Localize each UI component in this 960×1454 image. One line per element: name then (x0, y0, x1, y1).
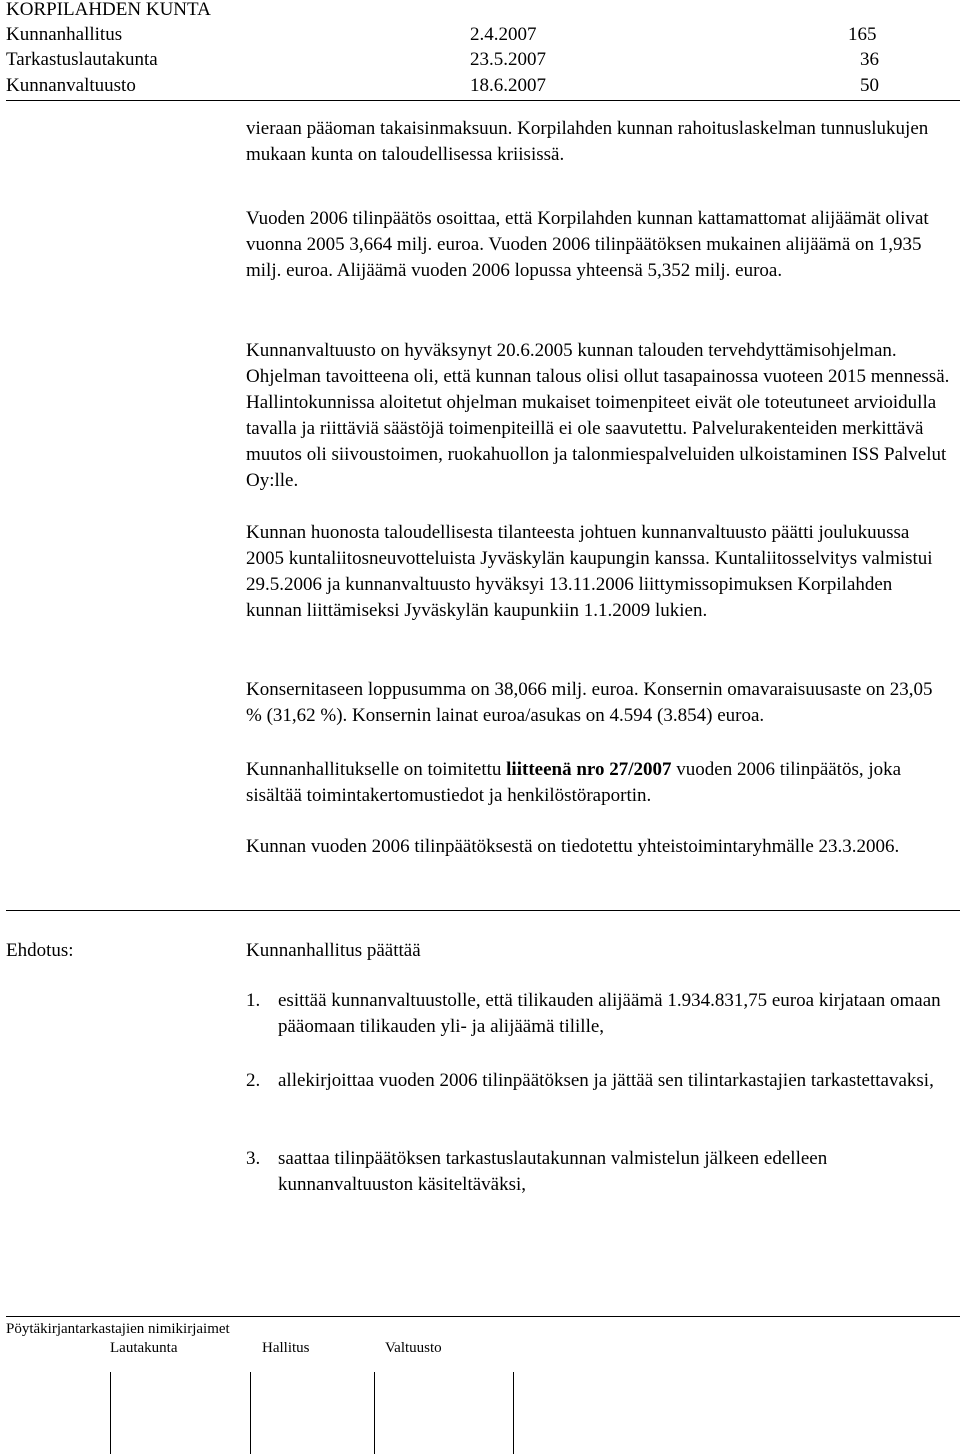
header-row-number: 36 (860, 49, 879, 70)
paragraph: Konsernitaseen loppusumma on 38,066 milj. euroa. Konsernin omavaraisuusaste on 23,05 % (31,62 %). Konsernin lainat euroa/asukas on 4.594 (3.854) euroa. (246, 679, 933, 726)
footer-column-label: Hallitus (262, 1340, 310, 1356)
proposal-item-text: esittää kunnanvaltuustolle, että tilikauden alijäämä 1.934.831,75 euroa kirjataan omaan pääomaan tilikauden yli- ja alijäämä tilille, (278, 990, 941, 1037)
section-divider (6, 910, 960, 911)
footer-divider (6, 1316, 960, 1317)
paragraph: Kunnan huonosta taloudellisesta tilanteesta johtuen kunnanvaltuusto päätti joulukuussa 2005 kuntaliitosneuvotteluista Jyväskylän kaupungin kanssa. Kuntaliitosselvitys valmistui 29.5.2006 ja kunnanvaltuusto hyväksyi 13.11.2006 liittymissopimuksen Korpilahden kunnan liittämiseksi Jyväskylän kaupunkiin 1.1.2009 lukien. (246, 522, 933, 621)
header-row-body: Kunnanvaltuusto (6, 75, 136, 96)
proposal-intro: Kunnanhallitus päättää (246, 940, 421, 961)
proposal-item-text: saattaa tilinpäätöksen tarkastuslautakunnan valmistelun jälkeen edelleen kunnanvaltuuston käsiteltäväksi, (278, 1148, 828, 1195)
header-row-body: Kunnanhallitus (6, 24, 123, 45)
attachment-reference: liitteenä nro 27/2007 (506, 759, 672, 780)
signature-box-divider (513, 1372, 514, 1454)
paragraph-text: Kunnanhallitukselle on toimitettu (246, 759, 507, 780)
org-name: KORPILAHDEN KUNTA (6, 0, 211, 20)
header-row-date: 2.4.2007 (470, 24, 537, 45)
header-divider (6, 100, 960, 101)
proposal-item-number: 1. (246, 990, 261, 1011)
footer-column-label: Valtuusto (385, 1340, 442, 1356)
footer-title: Pöytäkirjantarkastajien nimikirjaimet (6, 1321, 230, 1337)
header-row-number: 165 (848, 24, 877, 45)
signature-box-divider (374, 1372, 375, 1454)
footer-column-label: Lautakunta (110, 1340, 178, 1356)
signature-box-divider (250, 1372, 251, 1454)
paragraph-text: vuoden 2006 tilinpäätös, joka sisältää toimintakertomustiedot ja henkilöstöraportin. (246, 759, 902, 806)
signature-box-divider (110, 1372, 111, 1454)
header-row-date: 23.5.2007 (470, 49, 546, 70)
proposal-item-number: 3. (246, 1148, 261, 1169)
paragraph: Kunnanvaltuusto on hyväksynyt 20.6.2005 kunnan talouden tervehdyttämisohjelman. Ohjelman tavoitteena oli, että kunnan talous olisi ollut tasapainossa vuoteen 2015 mennessä. Hallintokunnissa aloitetut ohjelman mukaiset toimenpiteet eivät ole toteutuneet arvioidulla tavalla ja riittäviä säästöjä toimenpiteillä ei ole saavutettu. Palvelurakenteiden merkittävä muutos oli siivoustoimen, ruokahuollon ja talonmiespalveluiden ulkoistaminen ISS Palvelut Oy:lle. (246, 340, 950, 491)
header-row-number: 50 (860, 75, 879, 96)
paragraph: Kunnan vuoden 2006 tilinpäätöksestä on tiedotettu yhteistoimintaryhmälle 23.3.2006. (246, 836, 900, 857)
proposal-item-text: allekirjoittaa vuoden 2006 tilinpäätöksen ja jättää sen tilintarkastajien tarkastettavaksi, (278, 1070, 934, 1091)
header-row-date: 18.6.2007 (470, 75, 546, 96)
paragraph: Vuoden 2006 tilinpäätös osoittaa, että Korpilahden kunnan kattamattomat alijäämät olivat vuonna 2005 3,664 milj. euroa. Vuoden 2006 tilinpäätöksen mukainen alijäämä on 1,935 milj. euroa. Alijäämä vuoden 2006 lopussa yhteensä 5,352 milj. euroa. (246, 208, 929, 281)
proposal-label: Ehdotus: (6, 940, 74, 961)
header-row-body: Tarkastuslautakunta (6, 49, 158, 70)
paragraph (246, 757, 952, 809)
proposal-item-number: 2. (246, 1070, 261, 1091)
paragraph: vieraan pääoman takaisinmaksuun. Korpilahden kunnan rahoituslaskelman tunnuslukujen mukaan kunta on taloudellisessa kriisissä. (246, 118, 929, 165)
